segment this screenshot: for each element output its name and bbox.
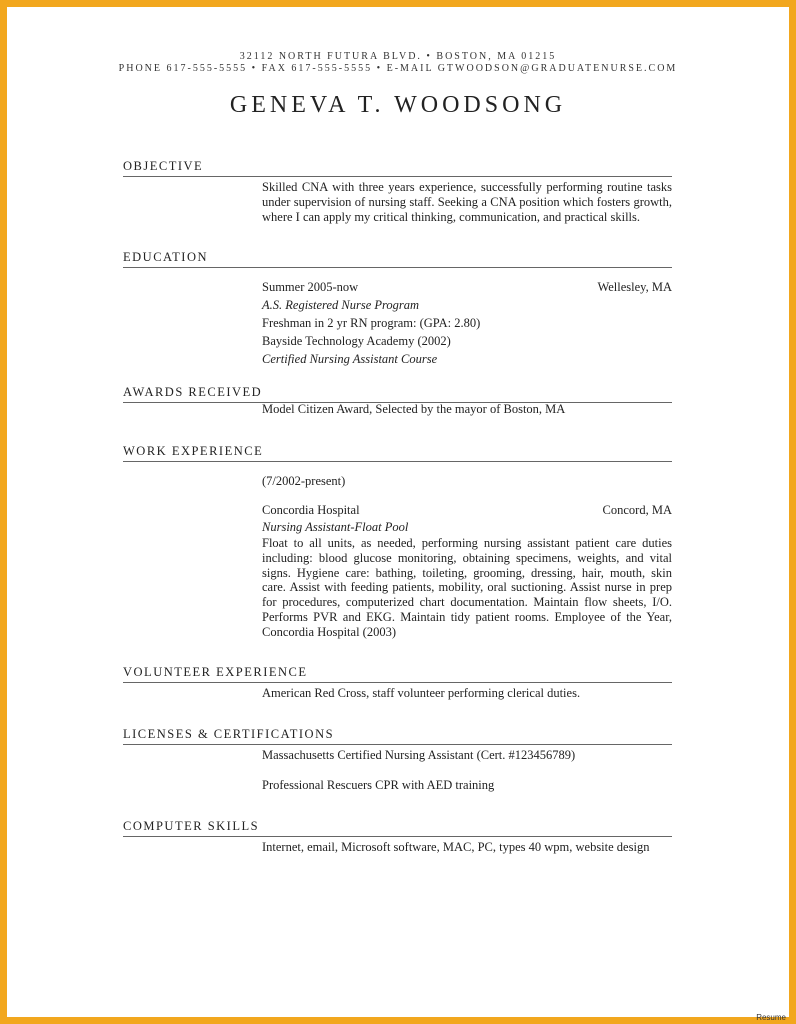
work-body (262, 472, 672, 640)
licenses-body (262, 746, 672, 794)
education-date-row (262, 278, 672, 296)
work-dates: (7/2002-present) (262, 474, 346, 488)
work-role: Nursing Assistant-Float Pool (262, 520, 409, 534)
watermark-label: Resume (756, 1013, 786, 1022)
license-item: Massachusetts Certified Nursing Assistant (Cert. #123456789) (262, 748, 576, 762)
work-employer-row (262, 501, 672, 519)
section-divider (123, 461, 672, 462)
education-school2: Bayside Technology Academy (2002) (262, 334, 451, 348)
skills-text: Internet, email, Microsoft software, MAC, PC, types 40 wpm, website design (262, 840, 650, 854)
section-divider (123, 267, 672, 268)
section-divider (123, 682, 672, 683)
work-employer: Concordia Hospital (262, 503, 360, 517)
skills-section (123, 819, 672, 837)
volunteer-section (123, 665, 672, 683)
work-location: Concord, MA (602, 503, 672, 517)
section-divider (123, 744, 672, 745)
awards-heading: AWARDS RECEIVED (123, 385, 263, 399)
header-address: 32112 NORTH FUTURA BLVD. • BOSTON, MA 01215 (239, 51, 557, 62)
education-heading: EDUCATION (123, 250, 209, 264)
skills-heading: COMPUTER SKILLS (123, 819, 260, 833)
awards-text: Model Citizen Award, Selected by the mayor of Boston, MA (262, 402, 566, 416)
education-program: A.S. Registered Nurse Program (262, 298, 420, 312)
licenses-heading: LICENSES & CERTIFICATIONS (123, 727, 335, 741)
volunteer-body (262, 684, 672, 702)
education-detail: Freshman in 2 yr RN program: (GPA: 2.80) (262, 316, 481, 330)
volunteer-text: American Red Cross, staff volunteer performing clerical duties. (262, 686, 581, 700)
education-date: Summer 2005-now (262, 280, 359, 294)
education-course2: Certified Nursing Assistant Course (262, 352, 438, 366)
volunteer-heading: VOLUNTEER EXPERIENCE (123, 665, 308, 679)
work-heading: WORK EXPERIENCE (123, 444, 264, 458)
header-contact: PHONE 617-555-5555 • FAX 617-555-5555 • E-MAIL GTWOODSON@GRADUATENURSE.COM (118, 63, 678, 74)
candidate-name: GENEVA T. WOODSONG (229, 92, 567, 118)
work-section (123, 444, 672, 462)
resume-page (7, 7, 789, 1017)
licenses-section (123, 727, 672, 745)
education-location: Wellesley, MA (597, 280, 672, 294)
education-body (262, 278, 672, 368)
objective-text: Skilled CNA with three years experience, successfully performing routine tasks under supervision of nursing staff. Seeking a CNA position which fosters growth, where I can apply my critical thinking, communication, and practical skills. (262, 180, 672, 224)
education-section (123, 250, 672, 268)
skills-body (262, 838, 672, 856)
section-divider (123, 176, 672, 177)
section-divider (123, 836, 672, 837)
license-item: Professional Rescuers CPR with AED training (262, 778, 495, 792)
objective-section (123, 159, 672, 177)
objective-heading: OBJECTIVE (123, 159, 204, 173)
work-description: Float to all units, as needed, performing nursing assistant patient care duties including: blood glucose monitoring, obtaining specimens, weights, and vital signs. Hygiene care: bathing, toileting, grooming, dressing, hair, mouth, skin care. Assist with feeding patients, mobility, oral suctioning. Assist nurse in prep for procedures, computerized chart documentation. Maintain flow sheets, I/O. Performs PVR and EKG. Maintain tidy patient rooms. Employee of the Year, Concordia Hospital (2003) (262, 536, 672, 639)
awards-body (262, 400, 672, 418)
